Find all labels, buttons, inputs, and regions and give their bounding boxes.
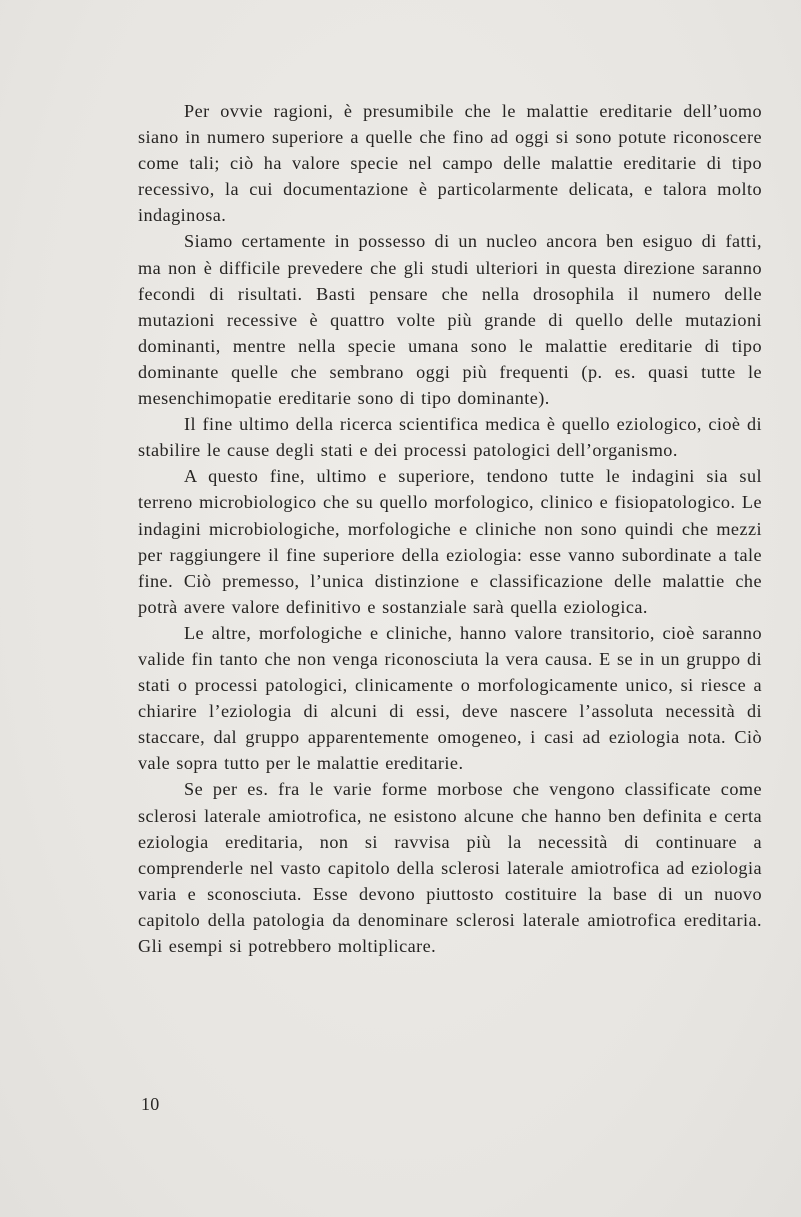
paragraph-3: Il fine ultimo della ricerca scientifica medica è quello eziologico, cioè di stabilire le cause degli stati e dei processi patologici dell’organismo. <box>138 414 762 461</box>
paragraph-4: A questo fine, ultimo e superiore, tendono tutte le indagini sia sul terreno microbiologico che su quello morfologico, clinico e fisiopatologico. Le indagini microbiologiche, morfologiche e cliniche non sono quindi che mezzi per raggiungere il fine superiore della eziologia: esse vanno subordinate a tale fine. Ciò premesso, l’unica distinzione e classificazione delle malattie che potrà avere valore definitivo e sostanziale sarà quella eziologica. <box>138 466 762 617</box>
body-text <box>138 98 762 959</box>
paragraph-2: Siamo certamente in possesso di un nucleo ancora ben esiguo di fatti, ma non è difficile prevedere che gli studi ulteriori in questa direzione saranno fecondi di risultati. Basti pensare che nella drosophila il numero delle mutazioni recessive è quattro volte più grande di quello delle mutazioni dominanti, mentre nella specie umana sono le malattie ereditarie di tipo dominante quelle che sembrano oggi più frequenti (p. es. quasi tutte le mesenchimopatie ereditarie sono di tipo dominante). <box>138 231 762 409</box>
paragraph-5: Le altre, morfologiche e cliniche, hanno valore transitorio, cioè saranno valide fin tanto che non venga riconosciuta la vera causa. E se in un gruppo di stati o processi patologici, clinicamente o morfologicamente unico, si riesce a chiarire l’eziologia di alcuni di essi, deve nascere l’assoluta necessità di staccare, dal gruppo apparentemente omogeneo, i casi ad eziologia nota. Ciò vale sopra tutto per le malattie ereditarie. <box>138 622 762 774</box>
paragraph-1: Per ovvie ragioni, è presumibile che le malattie ereditarie dell’uomo siano in numero superiore a quelle che fino ad oggi si sono potute riconoscere come tali; ciò ha valore specie nel campo delle malattie ereditarie di tipo recessivo, la cui documentazione è particolarmente delicata, e talora molto indaginosa. <box>138 101 762 226</box>
paragraph-6: Se per es. fra le varie forme morbose che vengono classificate come sclerosi laterale amiotrofica, ne esistono alcune che hanno ben definita e certa eziologia ereditaria, non si ravvisa più la necessità di continuare a comprenderle nel vasto capitolo della sclerosi laterale amiotrofica ad eziologia varia e sconosciuta. Esse devono piuttosto costituire la base di un nuovo capitolo della patologia da denominare sclerosi laterale amiotrofica ereditaria. Gli esempi si potrebbero moltiplicare. <box>138 779 762 956</box>
page-number: 10 <box>141 1094 160 1114</box>
